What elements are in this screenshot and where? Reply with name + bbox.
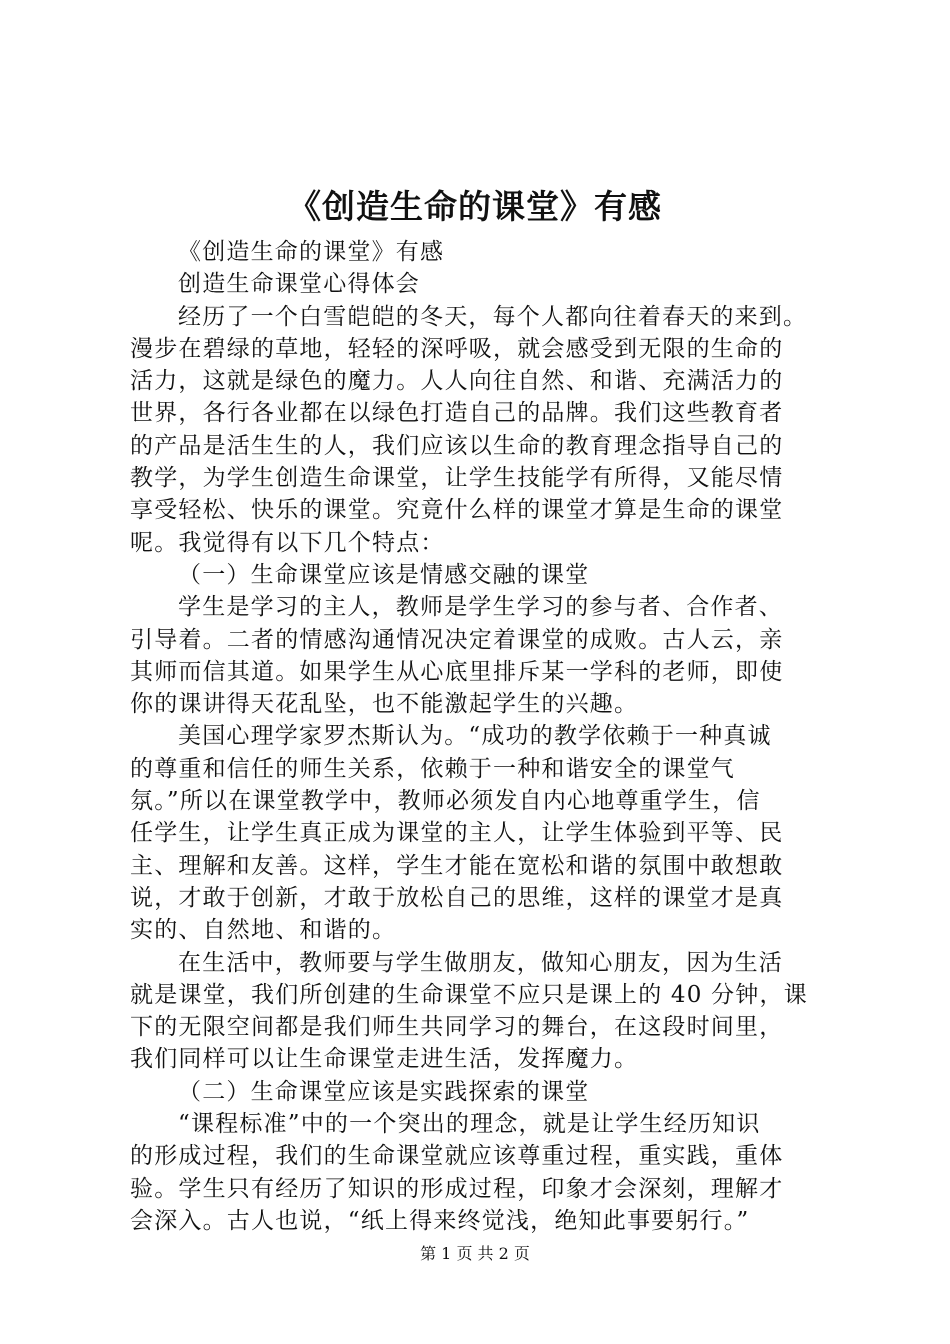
paragraph-line: 其师而信其道。如果学生从心底里排斥某一学科的老师，即使 bbox=[130, 658, 784, 685]
paragraph-line: 的形成过程，我们的生命课堂就应该尊重过程，重实践，重体 bbox=[130, 1143, 784, 1170]
paragraph-line: 美国心理学家罗杰斯认为。“成功的教学依赖于一种真诚 bbox=[178, 723, 772, 750]
paragraph-line: （二）生命课堂应该是实践探索的课堂 bbox=[178, 1078, 590, 1105]
paragraph-line: 你的课讲得天花乱坠，也不能激起学生的兴趣。 bbox=[130, 691, 639, 718]
paragraph-line: 的产品是活生生的人，我们应该以生命的教育理念指导自己的 bbox=[130, 432, 784, 459]
paragraph-line: 世界，各行各业都在以绿色打造自己的品牌。我们这些教育者 bbox=[130, 400, 784, 427]
paragraph-line: “课程标准”中的一个突出的理念，就是让学生经历知识 bbox=[178, 1111, 761, 1138]
paragraph-line: 下的无限空间都是我们师生共同学习的舞台，在这段时间里， bbox=[130, 1014, 784, 1041]
paragraph-line: （一）生命课堂应该是情感交融的课堂 bbox=[178, 561, 590, 588]
document-body bbox=[130, 236, 842, 1237]
paragraph-line: 享受轻松、快乐的课堂。究竟什么样的课堂才算是生命的课堂 bbox=[130, 497, 784, 524]
paragraph-line: 漫步在碧绿的草地，轻轻的深呼吸，就会感受到无限的生命的 bbox=[130, 335, 784, 362]
document-title: 《创造生命的课堂》有感 bbox=[288, 187, 662, 226]
paragraph-line: 在生活中，教师要与学生做朋友，做知心朋友，因为生活 bbox=[178, 949, 783, 976]
paragraph-line: 引导着。二者的情感沟通情况决定着课堂的成败。古人云，亲 bbox=[130, 626, 784, 653]
paragraph-line: 说，才敢于创新，才敢于放松自己的思维，这样的课堂才是真 bbox=[130, 884, 784, 911]
paragraph-line: 的尊重和信任的师生关系，依赖于一种和谐安全的课堂气 bbox=[130, 755, 735, 782]
paragraph-line: 创造生命课堂心得体会 bbox=[178, 271, 420, 298]
paragraph-line: 教学，为学生创造生命课堂，让学生技能学有所得，又能尽情 bbox=[130, 465, 784, 492]
paragraph-line: 实的、自然地、和谐的。 bbox=[130, 917, 397, 944]
paragraph-line: 就是课堂，我们所创建的生命课堂不应只是课上的 40 分钟，课 bbox=[130, 981, 808, 1008]
paragraph-line: 呢。我觉得有以下几个特点： bbox=[130, 529, 445, 556]
paragraph-line: 会深入。古人也说，“纸上得来终觉浅，绝知此事要躬行。” bbox=[130, 1207, 750, 1234]
paragraph-line: 主、理解和友善。这样，学生才能在宽松和谐的氛围中敢想敢 bbox=[130, 852, 784, 879]
paragraph-line: 《创造生命的课堂》有感 bbox=[178, 239, 445, 265]
paragraph-line: 我们同样可以让生命课堂走进生活，发挥魔力。 bbox=[130, 1046, 639, 1073]
paragraph-line: 学生是学习的主人，教师是学生学习的参与者、合作者、 bbox=[178, 594, 783, 621]
page-footer: 第 1 页 共 2 页 bbox=[420, 1244, 530, 1263]
paragraph-line: 经历了一个白雪皑皑的冬天，每个人都向往着春天的来到。 bbox=[178, 303, 808, 330]
paragraph-line: 任学生，让学生真正成为课堂的主人，让学生体验到平等、民 bbox=[130, 820, 784, 847]
paragraph-line: 验。学生只有经历了知识的形成过程，印象才会深刻，理解才 bbox=[130, 1175, 784, 1202]
paragraph-line: 活力，这就是绿色的魔力。人人向往自然、和谐、充满活力的 bbox=[130, 368, 784, 395]
paragraph-line: 氛。”所以在课堂教学中，教师必须发自内心地尊重学生，信 bbox=[130, 788, 761, 815]
